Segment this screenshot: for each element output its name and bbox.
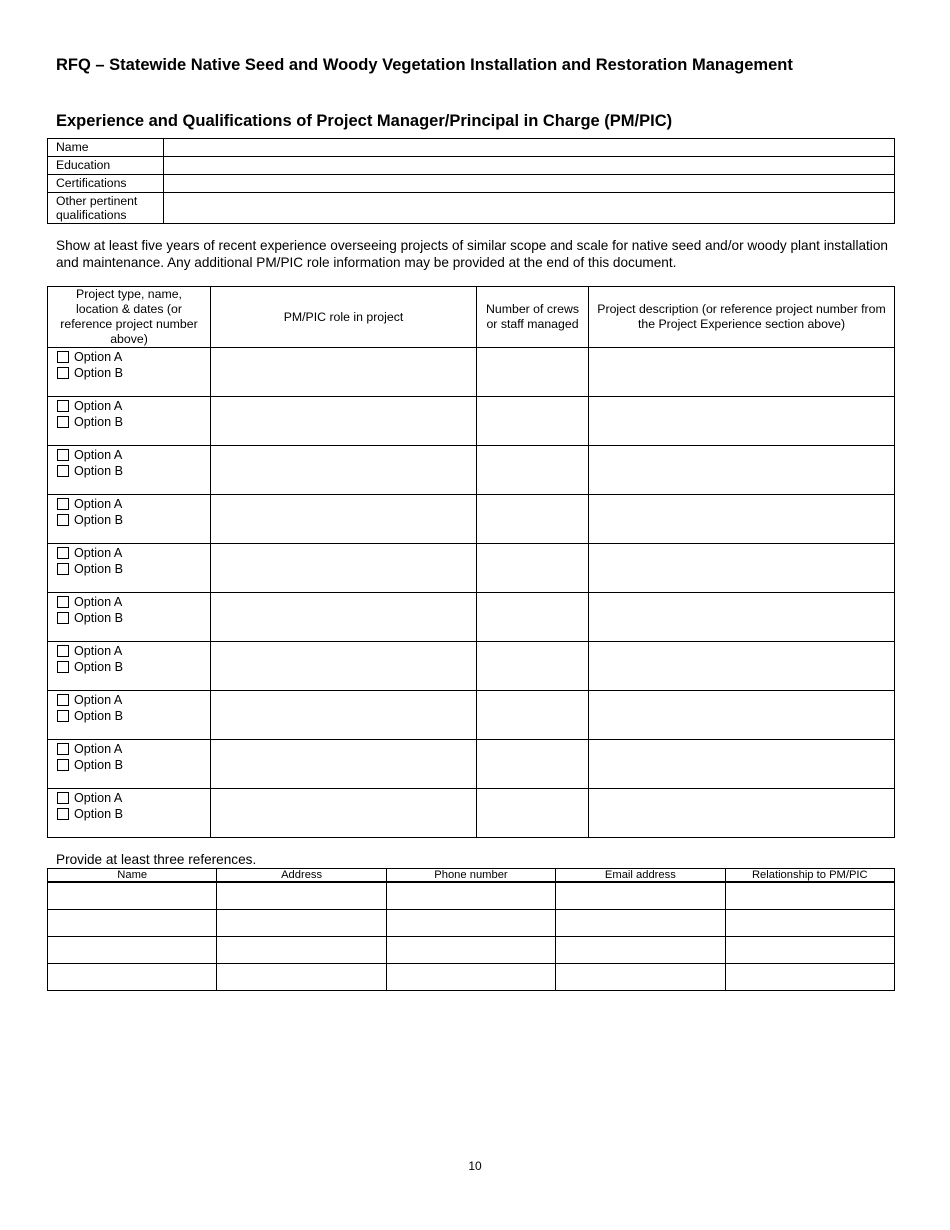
column-header-project-type: Project type, name, location & dates (or reference project number above) [48,287,211,348]
document-title: RFQ – Statewide Native Seed and Woody Vegetation Installation and Restoration Management [56,56,793,74]
option-b-checkbox[interactable] [57,367,69,379]
crews-cell[interactable] [477,740,589,789]
other-qualifications-label: Other pertinent qualifications [48,193,164,224]
project-type-cell [48,642,211,691]
ref-address-cell[interactable] [217,964,386,991]
table-row [48,446,895,495]
option-a-checkbox[interactable] [57,400,69,412]
option-a-label: Option A [74,399,123,413]
role-cell[interactable] [211,691,477,740]
references-table-body [48,882,895,991]
description-cell[interactable] [589,495,895,544]
table-row [48,397,895,446]
option-b-label: Option B [74,513,124,527]
description-cell[interactable] [589,348,895,397]
option-b-checkbox[interactable] [57,612,69,624]
ref-relationship-cell[interactable] [725,937,894,964]
project-type-cell [48,348,211,397]
ref-email-cell[interactable] [556,964,725,991]
option-a-choice[interactable] [48,447,210,463]
option-a-checkbox[interactable] [57,645,69,657]
table-row [48,740,895,789]
experience-table [47,286,895,838]
option-b-choice[interactable] [48,610,210,626]
crews-cell[interactable] [477,642,589,691]
project-type-cell [48,740,211,789]
project-type-cell [48,397,211,446]
option-b-choice[interactable] [48,365,210,381]
table-row [48,495,895,544]
ref-relationship-cell[interactable] [725,964,894,991]
option-b-choice[interactable] [48,757,210,773]
column-header-ref-address: Address [217,869,386,883]
table-row [48,642,895,691]
ref-phone-cell[interactable] [386,910,555,937]
option-a-checkbox[interactable] [57,792,69,804]
project-type-cell [48,446,211,495]
option-a-label: Option A [74,350,123,364]
option-b-choice[interactable] [48,806,210,822]
ref-relationship-cell[interactable] [725,910,894,937]
option-a-checkbox[interactable] [57,596,69,608]
option-a-choice[interactable] [48,349,210,365]
option-b-choice[interactable] [48,659,210,675]
column-header-ref-phone: Phone number [386,869,555,883]
option-b-choice[interactable] [48,414,210,430]
option-a-choice[interactable] [48,594,210,610]
option-a-label: Option A [74,546,123,560]
option-b-label: Option B [74,758,124,772]
crews-cell[interactable] [477,397,589,446]
option-b-checkbox[interactable] [57,514,69,526]
table-row [48,789,895,838]
table-row [48,882,895,910]
option-a-label: Option A [74,791,123,805]
option-b-checkbox[interactable] [57,416,69,428]
option-a-choice[interactable] [48,545,210,561]
ref-email-cell[interactable] [556,882,725,910]
project-type-cell [48,691,211,740]
crews-cell[interactable] [477,495,589,544]
option-b-label: Option B [74,415,124,429]
description-cell[interactable] [589,593,895,642]
option-a-choice[interactable] [48,496,210,512]
project-type-cell [48,789,211,838]
option-a-choice[interactable] [48,643,210,659]
description-cell[interactable] [589,397,895,446]
crews-cell[interactable] [477,593,589,642]
column-header-role: PM/PIC role in project [211,287,477,348]
name-field[interactable] [164,139,895,157]
ref-name-cell[interactable] [48,910,217,937]
option-a-label: Option A [74,595,123,609]
role-cell[interactable] [211,348,477,397]
option-a-checkbox[interactable] [57,351,69,363]
column-header-description: Project description (or reference project number from the Project Experience section above) [589,287,895,348]
option-b-checkbox[interactable] [57,563,69,575]
project-type-cell [48,495,211,544]
role-cell[interactable] [211,495,477,544]
table-row [48,193,895,224]
crews-cell[interactable] [477,789,589,838]
ref-phone-cell[interactable] [386,882,555,910]
ref-name-cell[interactable] [48,937,217,964]
table-row [48,964,895,991]
crews-cell[interactable] [477,348,589,397]
education-field[interactable] [164,157,895,175]
section-title: Experience and Qualifications of Project Manager/Principal in Charge (PM/PIC) [56,112,673,130]
crews-cell[interactable] [477,691,589,740]
ref-phone-cell[interactable] [386,964,555,991]
references-table [47,868,895,991]
education-label: Education [48,157,164,175]
description-cell[interactable] [589,789,895,838]
role-cell[interactable] [211,740,477,789]
option-b-checkbox[interactable] [57,465,69,477]
description-cell[interactable] [589,642,895,691]
option-a-checkbox[interactable] [57,547,69,559]
ref-name-cell[interactable] [48,882,217,910]
option-b-choice[interactable] [48,561,210,577]
description-cell[interactable] [589,740,895,789]
description-cell[interactable] [589,446,895,495]
experience-table-body [48,348,895,838]
table-row [48,175,895,193]
role-cell[interactable] [211,446,477,495]
description-cell[interactable] [589,691,895,740]
table-header-row [48,287,895,348]
option-b-checkbox[interactable] [57,710,69,722]
project-type-cell [48,544,211,593]
table-row [48,157,895,175]
certifications-label: Certifications [48,175,164,193]
table-row [48,139,895,157]
option-b-label: Option B [74,709,124,723]
option-b-label: Option B [74,562,124,576]
ref-relationship-cell[interactable] [725,882,894,910]
ref-address-cell[interactable] [217,937,386,964]
option-a-checkbox[interactable] [57,498,69,510]
ref-address-cell[interactable] [217,910,386,937]
crews-cell[interactable] [477,446,589,495]
option-b-label: Option B [74,660,124,674]
option-b-label: Option B [74,611,124,625]
description-cell[interactable] [589,544,895,593]
option-a-choice[interactable] [48,692,210,708]
table-header-row [48,869,895,883]
option-a-label: Option A [74,448,123,462]
ref-email-cell[interactable] [556,910,725,937]
table-row [48,544,895,593]
column-header-ref-relationship: Relationship to PM/PIC [725,869,894,883]
option-a-label: Option A [74,644,123,658]
ref-name-cell[interactable] [48,964,217,991]
role-cell[interactable] [211,642,477,691]
option-b-label: Option B [74,807,124,821]
option-a-label: Option A [74,742,123,756]
option-b-checkbox[interactable] [57,661,69,673]
option-b-checkbox[interactable] [57,808,69,820]
table-row [48,691,895,740]
crews-cell[interactable] [477,544,589,593]
project-type-cell [48,593,211,642]
references-label: Provide at least three references. [56,852,257,867]
option-a-label: Option A [74,497,123,511]
column-header-ref-name: Name [48,869,217,883]
option-a-choice[interactable] [48,741,210,757]
table-row [48,910,895,937]
pm-info-table [47,138,895,224]
table-row [48,937,895,964]
option-b-label: Option B [74,366,124,380]
table-row [48,593,895,642]
table-row [48,348,895,397]
option-a-checkbox[interactable] [57,449,69,461]
ref-phone-cell[interactable] [386,937,555,964]
option-b-choice[interactable] [48,463,210,479]
name-label: Name [48,139,164,157]
ref-email-cell[interactable] [556,937,725,964]
option-b-label: Option B [74,464,124,478]
option-b-choice[interactable] [48,708,210,724]
option-b-choice[interactable] [48,512,210,528]
option-a-choice[interactable] [48,398,210,414]
column-header-crews: Number of crews or staff managed [477,287,589,348]
role-cell[interactable] [211,789,477,838]
page-number: 10 [468,1159,482,1173]
option-a-choice[interactable] [48,790,210,806]
option-a-label: Option A [74,693,123,707]
ref-address-cell[interactable] [217,882,386,910]
other-qualifications-field[interactable] [164,193,895,224]
role-cell[interactable] [211,397,477,446]
certifications-field[interactable] [164,175,895,193]
option-a-checkbox[interactable] [57,743,69,755]
role-cell[interactable] [211,593,477,642]
column-header-ref-email: Email address [556,869,725,883]
role-cell[interactable] [211,544,477,593]
option-a-checkbox[interactable] [57,694,69,706]
instructions-text: Show at least five years of recent experience overseeing projects of similar scope and scale for native seed and/or woody plant installation and maintenance. Any additional PM/PIC role information may be provided at the end of this document. [56,238,888,270]
option-b-checkbox[interactable] [57,759,69,771]
